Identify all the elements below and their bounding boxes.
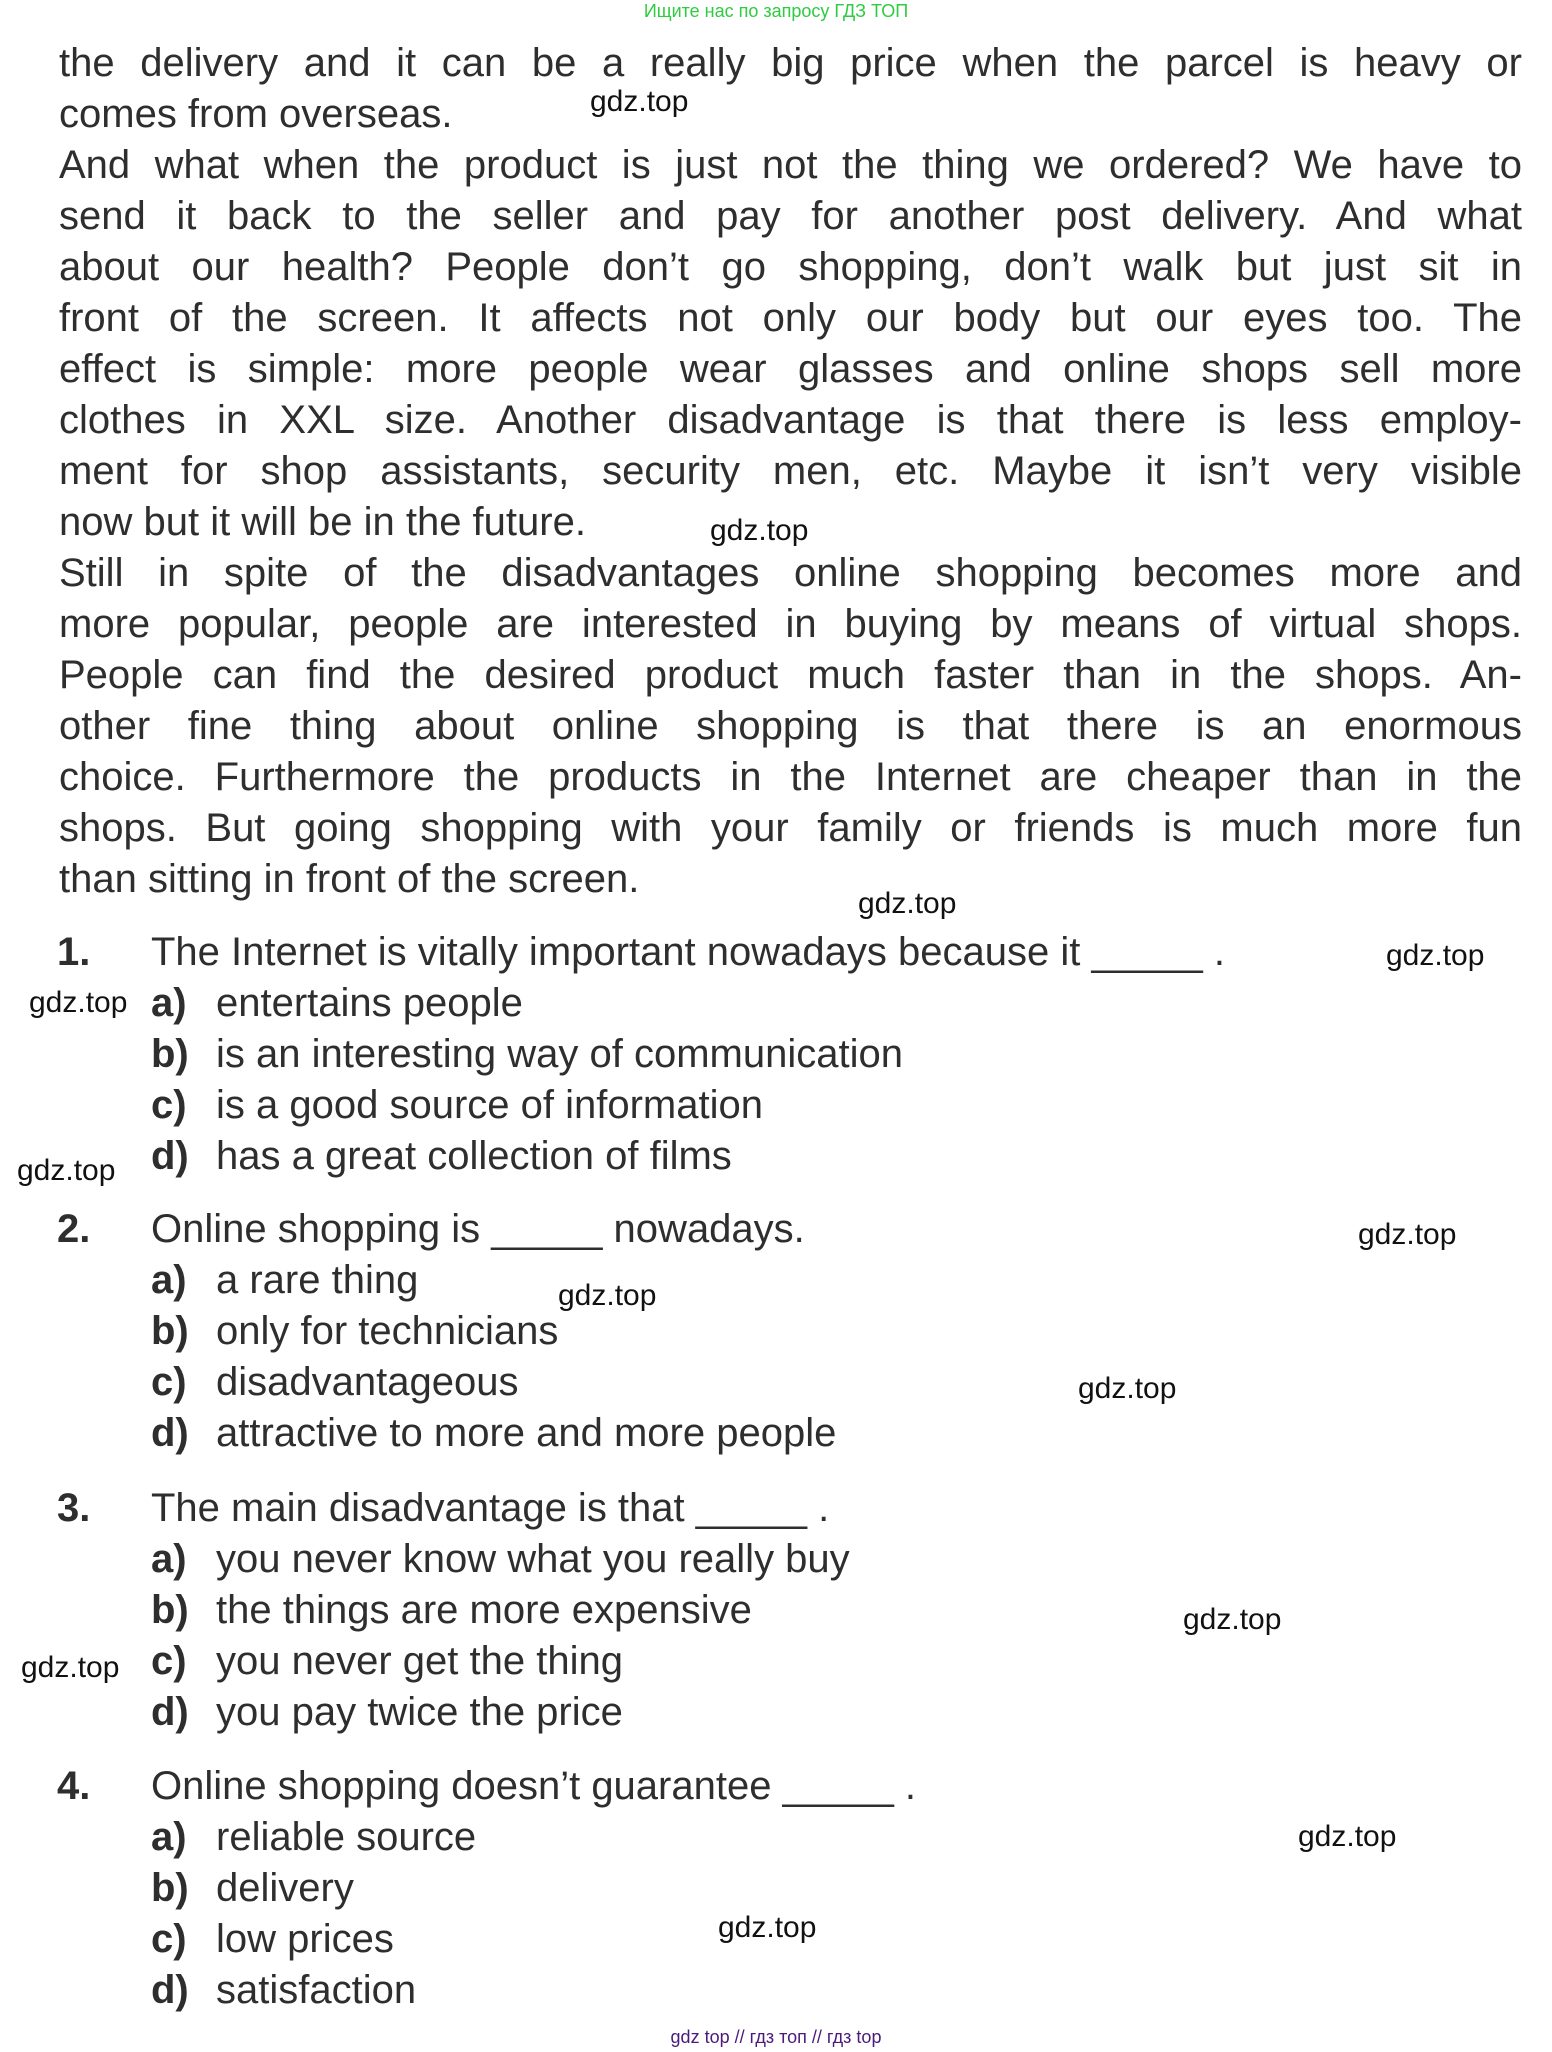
option-label: d) [151,1411,189,1455]
paragraph-line: Still in spite of the disadvantages online shopping becomes more and [59,551,1522,595]
option-label: b) [151,1309,189,1353]
option-text: low prices [216,1917,394,1961]
question-number: 2. [57,1207,91,1251]
watermark-text: gdz.top [1358,1218,1457,1251]
option-label: d) [151,1134,189,1178]
option-label: a) [151,1815,187,1859]
option-text: has a great collection of films [216,1134,732,1178]
paragraph-line: more popular, people are interested in buying by means of virtual shops. [59,602,1522,646]
paragraph-line: comes from overseas. [59,92,453,136]
paragraph-line: now but it will be in the future. [59,500,586,544]
watermark-text: gdz.top [590,85,689,118]
option-label: b) [151,1032,189,1076]
watermark-text: gdz.top [1078,1372,1177,1405]
option-text: only for technicians [216,1309,559,1353]
watermark-text: gdz.top [1298,1820,1397,1853]
option-label: c) [151,1639,187,1683]
paragraph-line: the delivery and it can be a really big price when the parcel is heavy or [59,41,1522,85]
option-text: is an interesting way of communication [216,1032,903,1076]
option-label: a) [151,1258,187,1302]
option-label: d) [151,1690,189,1734]
option-label: c) [151,1083,187,1127]
watermark-text: gdz.top [1386,939,1485,972]
question-text: Online shopping is _____ nowadays. [151,1207,805,1251]
paragraph-line: front of the screen. It affects not only our body but our eyes too. The [59,296,1522,340]
option-label: c) [151,1917,187,1961]
option-label: b) [151,1588,189,1632]
watermark-text: gdz.top [1183,1603,1282,1636]
question-number: 3. [57,1486,91,1530]
paragraph-line: than sitting in front of the screen. [59,857,640,901]
paragraph-line: about our health? People don’t go shopping, don’t walk but just sit in [59,245,1522,289]
option-text: reliable source [216,1815,477,1859]
option-label: b) [151,1866,189,1910]
option-label: c) [151,1360,187,1404]
paragraph-line: shops. But going shopping with your family or friends is much more fun [59,806,1522,850]
option-text: you pay twice the price [216,1690,623,1734]
watermark-text: gdz.top [17,1154,116,1187]
watermark-text: gdz.top [858,887,957,920]
option-text: you never know what you really buy [216,1537,850,1581]
paragraph-line: People can find the desired product much faster than in the shops. An- [59,653,1522,697]
paragraph-line: ment for shop assistants, security men, etc. Maybe it isn’t very visible [59,449,1522,493]
option-text: the things are more expensive [216,1588,752,1632]
option-text: delivery [216,1866,354,1910]
question-number: 1. [57,930,91,974]
paragraph-line: clothes in XXL size. Another disadvantage is that there is less employ- [59,398,1522,442]
option-text: satisfaction [216,1968,417,2012]
search-banner: Ищите нас по запросу ГДЗ ТОП [643,1,909,21]
option-text: disadvantageous [216,1360,519,1404]
option-text: a rare thing [216,1258,419,1302]
watermark-text: gdz.top [29,986,128,1019]
option-text: attractive to more and more people [216,1411,837,1455]
watermark-text: gdz.top [21,1651,120,1684]
paragraph-line: send it back to the seller and pay for another post delivery. And what [59,194,1522,238]
watermark-text: gdz.top [558,1279,657,1312]
option-label: d) [151,1968,189,2012]
option-text: you never get the thing [216,1639,623,1683]
option-label: a) [151,981,187,1025]
option-label: a) [151,1537,187,1581]
question-number: 4. [57,1764,91,1808]
watermark-text: gdz.top [718,1911,817,1944]
option-text: entertains people [216,981,523,1025]
option-text: is a good source of information [216,1083,763,1127]
paragraph-line: other fine thing about online shopping is that there is an enormous [59,704,1522,748]
paragraph-line: effect is simple: more people wear glasses and online shops sell more [59,347,1522,391]
question-text: The Internet is vitally important nowadays because it _____ . [151,930,1225,974]
footer-watermark: gdz top // гдз топ // гдз top [670,2027,882,2047]
watermark-text: gdz.top [710,514,809,547]
paragraph-line: choice. Furthermore the products in the Internet are cheaper than in the [59,755,1522,799]
question-text: Online shopping doesn’t guarantee _____ . [151,1764,917,1808]
question-text: The main disadvantage is that _____ . [151,1486,830,1530]
paragraph-line: And what when the product is just not the thing we ordered? We have to [59,143,1522,187]
